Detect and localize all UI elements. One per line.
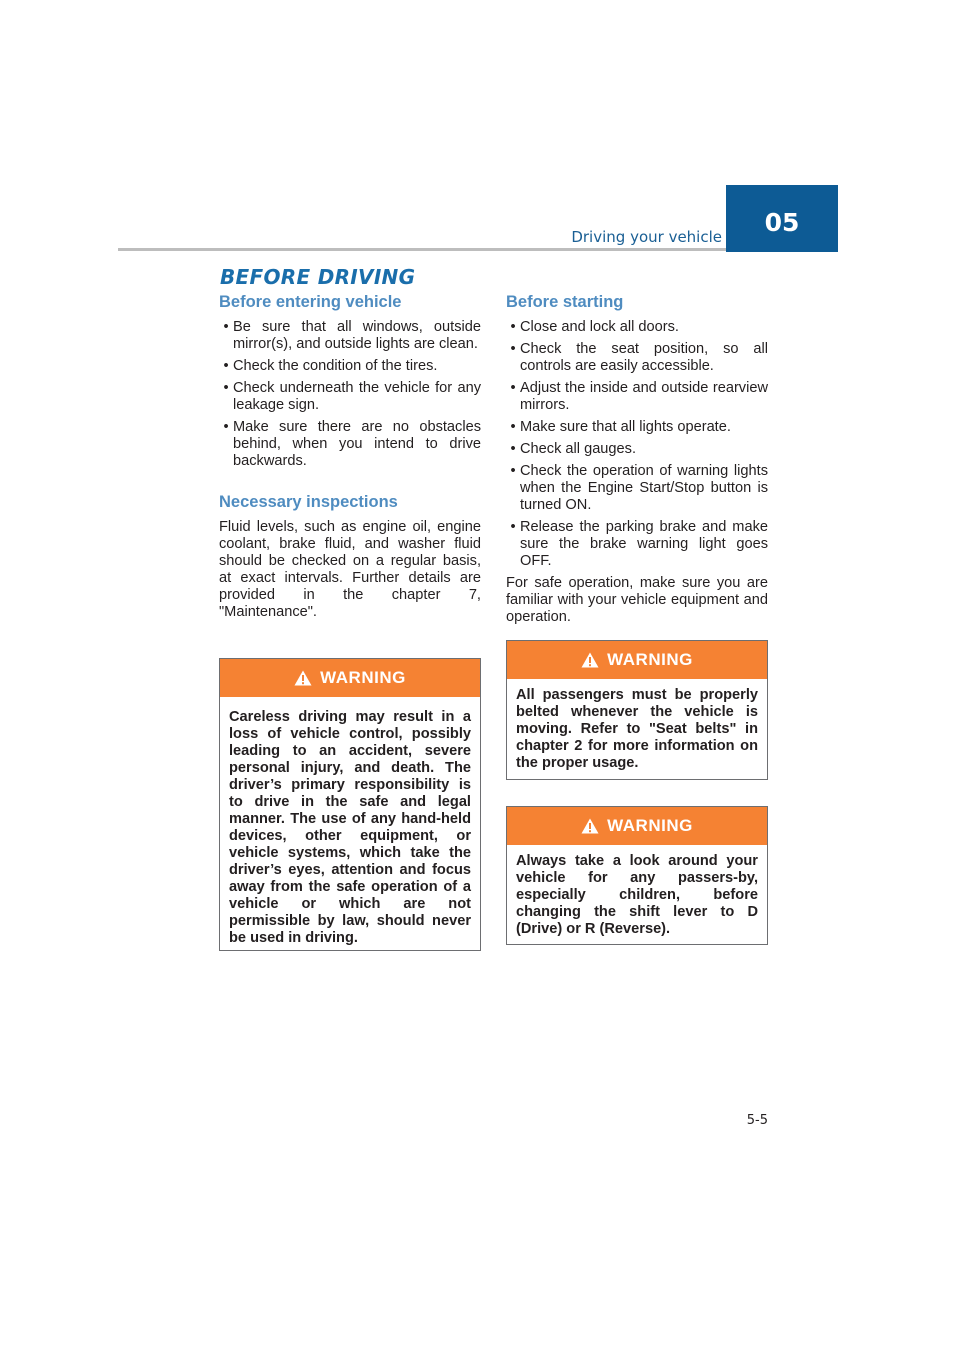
warning-text: Careless driving may result in a loss of vehicle control, possibly leading to an accident, severe personal injury, and death. The driver’s primary responsibility is to drive in the safe and legal manner. The use of any hand-held devices, other equipment, or vehicle systems, which take the driver’s eyes, attention and focus away from the safe operation of a vehicle or which are not permissible by law, should never be used in driving.: [229, 709, 471, 946]
entering-checklist: [219, 319, 481, 470]
warning-box-look-around: [506, 806, 768, 945]
warning-triangle-icon: [581, 652, 599, 668]
list-item: • Check the seat position, so all controls are easily accessible.: [506, 341, 768, 375]
header-rule: [118, 248, 726, 251]
left-column: [219, 292, 481, 621]
warning-label: WARNING: [607, 650, 693, 669]
right-column: [506, 292, 768, 626]
warning-box-seat-belts: [506, 640, 768, 780]
page-number: 5-5: [746, 1113, 768, 1128]
warning-label: WARNING: [607, 816, 693, 835]
warning-label: WARNING: [320, 668, 406, 687]
warning-header: [507, 807, 767, 845]
list-item: • Make sure there are no obstacles behind, when you intend to drive backwards.: [219, 419, 481, 470]
list-item: • Adjust the inside and outside rearview mirrors.: [506, 380, 768, 414]
list-item: • Check the condition of the tires.: [219, 358, 481, 375]
starting-checklist: [506, 319, 768, 570]
list-item: • Check all gauges.: [506, 441, 768, 458]
heading-necessary-inspections: Necessary inspections: [219, 493, 398, 511]
warning-text: All passengers must be properly belted whenever the vehicle is moving. Refer to "Seat belts" in chapter 2 for more information on the proper usage.: [516, 687, 758, 771]
heading-before-starting: Before starting: [506, 293, 624, 311]
list-item: • Close and lock all doors.: [506, 319, 768, 336]
running-title: Driving your vehicle: [571, 228, 722, 246]
list-item: • Release the parking brake and make sure the brake warning light goes OFF.: [506, 519, 768, 570]
list-item: • Check the operation of warning lights when the Engine Start/Stop button is turned ON.: [506, 463, 768, 514]
warning-header: [220, 659, 480, 697]
list-item: • Make sure that all lights operate.: [506, 419, 768, 436]
chapter-tab: 05: [726, 185, 838, 252]
warning-header: [507, 641, 767, 679]
warning-text: Always take a look around your vehicle for any passers-by, especially children, before changing the shift lever to D (Drive) or R (Reverse).: [516, 853, 758, 937]
heading-before-entering: Before entering vehicle: [219, 293, 402, 311]
list-item: • Be sure that all windows, outside mirror(s), and outside lights are clean.: [219, 319, 481, 353]
starting-closing-text: For safe operation, make sure you are familiar with your vehicle equipment and operation.: [506, 575, 768, 625]
list-item: • Check underneath the vehicle for any leakage sign.: [219, 380, 481, 414]
warning-triangle-icon: [581, 818, 599, 834]
warning-box-careless-driving: [219, 658, 481, 951]
warning-triangle-icon: [294, 670, 312, 686]
inspections-text: Fluid levels, such as engine oil, engine coolant, brake fluid, and washer fluid should be checked on a regular basis, at exact intervals. Further details are provided in the chapter 7, "Maintenance".: [219, 519, 481, 620]
section-title: BEFORE DRIVING: [220, 265, 416, 289]
